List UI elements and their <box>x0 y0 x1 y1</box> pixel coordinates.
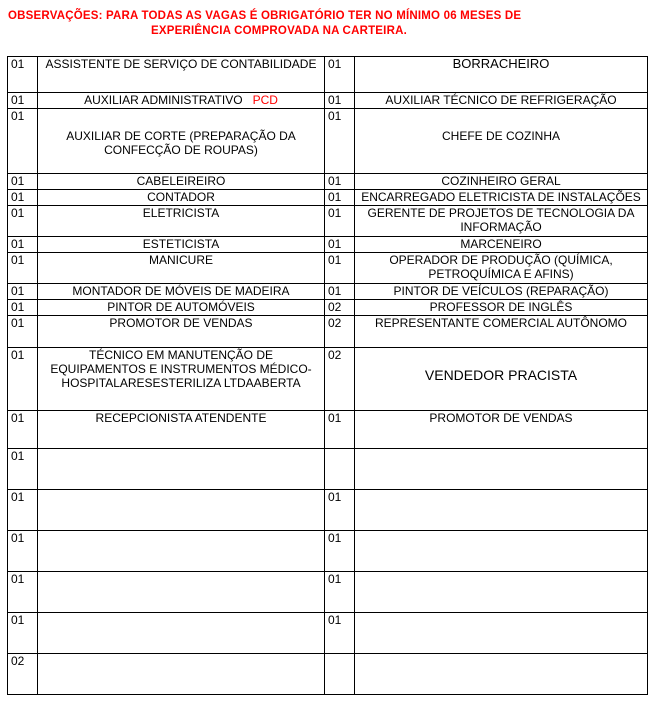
quantity-cell: 02 <box>8 654 38 695</box>
quantity-cell: 01 <box>8 449 38 490</box>
quantity-cell: 01 <box>8 57 38 93</box>
job-title-cell: MARCENEIRO <box>355 237 648 253</box>
job-title-cell: ENCARREGADO ELETRICISTA DE INSTALAÇÕES <box>355 190 648 206</box>
quantity-cell: 01 <box>8 284 38 300</box>
quantity-cell: 01 <box>8 190 38 206</box>
notice-line-2: EXPERIÊNCIA COMPROVADA NA CARTEIRA. <box>151 25 407 37</box>
quantity-cell: 01 <box>8 348 38 411</box>
table-row <box>8 57 648 93</box>
quantity-cell: 01 <box>8 613 38 654</box>
quantity-cell: 01 <box>8 253 38 284</box>
job-title-text: AUXILIAR ADMINISTRATIVO <box>84 93 243 107</box>
table-row <box>8 174 648 190</box>
job-title-cell <box>38 93 325 109</box>
job-title-cell: REPRESENTANTE COMERCIAL AUTÔNOMO <box>355 316 648 348</box>
job-title-cell: PINTOR DE AUTOMÓVEIS <box>38 300 325 316</box>
job-title-cell: GERENTE DE PROJETOS DE TECNOLOGIA DA INFORMAÇÃO <box>355 206 648 237</box>
quantity-cell: 01 <box>325 284 355 300</box>
job-title-cell <box>38 449 325 490</box>
quantity-cell: 01 <box>325 206 355 237</box>
quantity-cell: 01 <box>8 300 38 316</box>
job-title-cell: PINTOR DE VEÍCULOS (REPARAÇÃO) <box>355 284 648 300</box>
table-row <box>8 490 648 531</box>
table-row <box>8 190 648 206</box>
quantity-cell: 01 <box>325 93 355 109</box>
job-title-cell: MANICURE <box>38 253 325 284</box>
quantity-cell: 01 <box>8 411 38 449</box>
quantity-cell: 01 <box>325 253 355 284</box>
quantity-cell: 01 <box>325 490 355 531</box>
job-title-cell: PROMOTOR DE VENDAS <box>38 316 325 348</box>
job-title-cell: RECEPCIONISTA ATENDENTE <box>38 411 325 449</box>
quantity-cell: 02 <box>325 316 355 348</box>
job-title-cell <box>355 348 648 411</box>
job-title-cell: PROMOTOR DE VENDAS <box>355 411 648 449</box>
quantity-cell: 01 <box>8 572 38 613</box>
quantity-cell: 02 <box>325 300 355 316</box>
job-title-cell: CONTADOR <box>38 190 325 206</box>
table-row <box>8 654 648 695</box>
quantity-cell: 01 <box>8 174 38 190</box>
job-title-cell <box>355 572 648 613</box>
quantity-cell: 01 <box>8 531 38 572</box>
job-title-text: VENDEDOR PRACISTA <box>424 367 578 383</box>
table-row <box>8 284 648 300</box>
job-title-cell <box>355 490 648 531</box>
job-title-cell <box>38 490 325 531</box>
job-title-cell <box>355 531 648 572</box>
observations-notice <box>8 9 608 39</box>
table-row <box>8 300 648 316</box>
quantity-cell: 01 <box>325 174 355 190</box>
table-row <box>8 348 648 411</box>
quantity-cell: 01 <box>8 490 38 531</box>
quantity-cell <box>325 654 355 695</box>
job-title-cell <box>355 613 648 654</box>
quantity-cell: 01 <box>8 109 38 174</box>
quantity-cell: 01 <box>325 237 355 253</box>
table-row <box>8 109 648 174</box>
job-title-text: AUXILIAR DE CORTE (PREPARAÇÃO DA CONFECÇÃO DE ROUPAS) <box>66 129 296 157</box>
table-row <box>8 93 648 109</box>
job-title-cell <box>38 613 325 654</box>
table-row <box>8 531 648 572</box>
quantity-cell: 01 <box>325 411 355 449</box>
quantity-cell: 01 <box>325 531 355 572</box>
job-title-cell <box>38 572 325 613</box>
table-row <box>8 253 648 284</box>
job-title-cell: TÉCNICO EM MANUTENÇÃO DE EQUIPAMENTOS E INSTRUMENTOS MÉDICO-HOSPITALARESESTERILIZA LTDAABERTA <box>38 348 325 411</box>
quantity-cell: 01 <box>8 237 38 253</box>
quantity-cell: 01 <box>325 109 355 174</box>
quantity-cell: 02 <box>325 348 355 411</box>
job-title-text: CHEFE DE COZINHA <box>441 129 560 143</box>
table-row <box>8 237 648 253</box>
job-title-cell <box>355 449 648 490</box>
job-title-cell <box>38 531 325 572</box>
job-title-cell: COZINHEIRO GERAL <box>355 174 648 190</box>
notice-line-1: OBSERVAÇÕES: PARA TODAS AS VAGAS É OBRIGATÓRIO TER NO MÍNIMO 06 MESES DE <box>8 10 522 22</box>
quantity-cell: 01 <box>325 190 355 206</box>
job-title-cell <box>355 654 648 695</box>
quantity-cell: 01 <box>8 316 38 348</box>
quantity-cell: 01 <box>325 613 355 654</box>
table-row <box>8 613 648 654</box>
job-title-cell: PROFESSOR DE INGLÊS <box>355 300 648 316</box>
table-row <box>8 449 648 490</box>
table-row <box>8 572 648 613</box>
table-row <box>8 206 648 237</box>
job-title-cell: OPERADOR DE PRODUÇÃO (QUÍMICA, PETROQUÍMICA E AFINS) <box>355 253 648 284</box>
quantity-cell: 01 <box>325 57 355 93</box>
quantity-cell <box>325 449 355 490</box>
job-title-cell <box>38 654 325 695</box>
job-title-cell: ESTETICISTA <box>38 237 325 253</box>
job-title-cell: BORRACHEIRO <box>355 57 648 93</box>
quantity-cell: 01 <box>8 93 38 109</box>
job-title-cell <box>38 109 325 174</box>
job-title-cell <box>355 109 648 174</box>
table-row <box>8 316 648 348</box>
job-title-cell: ELETRICISTA <box>38 206 325 237</box>
quantity-cell: 01 <box>8 206 38 237</box>
quantity-cell: 01 <box>325 572 355 613</box>
table-row <box>8 411 648 449</box>
job-title-cell: CABELEIREIRO <box>38 174 325 190</box>
job-title-cell: ASSISTENTE DE SERVIÇO DE CONTABILIDADE <box>38 57 325 93</box>
job-title-cell: AUXILIAR TÉCNICO DE REFRIGERAÇÃO <box>355 93 648 109</box>
pcd-tag: PCD <box>252 93 278 107</box>
job-vacancies-table <box>7 56 648 695</box>
job-title-cell: MONTADOR DE MÓVEIS DE MADEIRA <box>38 284 325 300</box>
